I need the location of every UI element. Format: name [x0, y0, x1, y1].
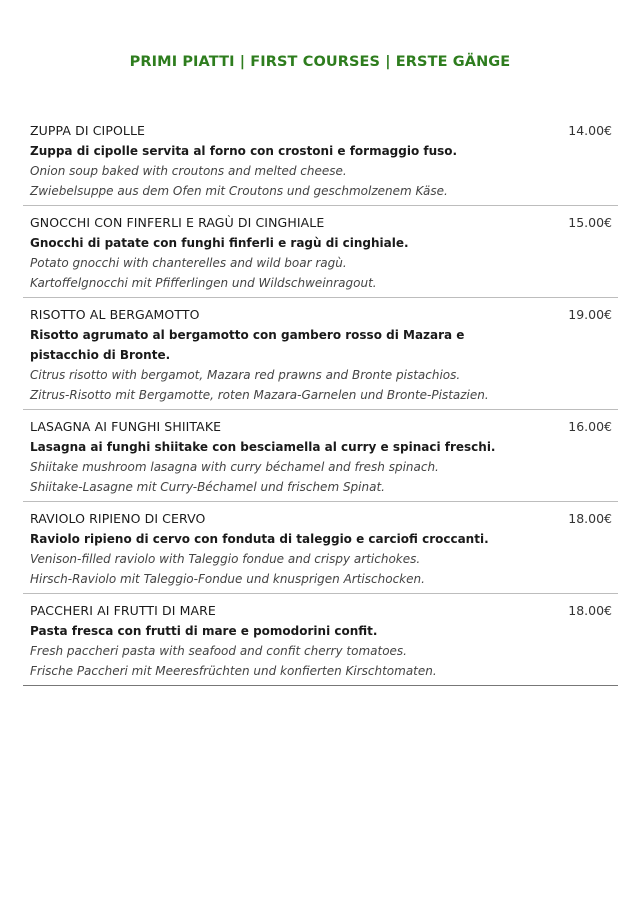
- menu-item: [23, 298, 618, 410]
- dish-description-en: Shiitake mushroom lasagna with curry béchamel and fresh spinach.: [30, 460, 439, 474]
- section-title: PRIMI PIATTI | FIRST COURSES | ERSTE GÄNGE: [129, 54, 511, 70]
- dish-description-it: Lasagna ai funghi shiitake con besciamella al curry e spinaci freschi.: [30, 440, 496, 454]
- menu-item: [23, 206, 618, 298]
- dish-price: 15.00€: [568, 215, 612, 230]
- dish-description-de: Hirsch-Raviolo mit Taleggio-Fondue und knusprigen Artischocken.: [30, 572, 425, 586]
- dish-name: RISOTTO AL BERGAMOTTO: [30, 307, 200, 322]
- dish-description-en: Potato gnocchi with chanterelles and wild boar ragù.: [30, 256, 347, 270]
- dish-name: RAVIOLO RIPIENO DI CERVO: [30, 511, 206, 526]
- dish-price: 14.00€: [568, 123, 612, 138]
- dish-name: GNOCCHI CON FINFERLI E RAGÙ DI CINGHIALE: [30, 215, 325, 230]
- dish-description-it: Risotto agrumato al bergamotto con gambero rosso di Mazara e pistacchio di Bronte.: [30, 328, 465, 362]
- dish-description-it: Raviolo ripieno di cervo con fonduta di taleggio e carciofi croccanti.: [30, 532, 489, 546]
- menu-item: [23, 410, 618, 502]
- dish-description-en: Citrus risotto with bergamot, Mazara red prawns and Bronte pistachios.: [30, 368, 461, 382]
- dish-price: 19.00€: [568, 307, 612, 322]
- dish-name: LASAGNA AI FUNGHI SHIITAKE: [30, 419, 222, 434]
- dish-description-de: Frische Paccheri mit Meeresfrüchten und konfierten Kirschtomaten.: [30, 664, 437, 678]
- dish-description-de: Shiitake-Lasagne mit Curry-Béchamel und frischem Spinat.: [30, 480, 385, 494]
- menu-item: [23, 594, 618, 686]
- menu-list: [23, 114, 618, 686]
- menu-item: [23, 114, 618, 206]
- dish-name: ZUPPA DI CIPOLLE: [30, 123, 146, 138]
- dish-price: 18.00€: [568, 511, 612, 526]
- dish-description-de: Kartoffelgnocchi mit Pfifferlingen und Wildschweinragout.: [30, 276, 377, 290]
- dish-description-de: Zitrus-Risotto mit Bergamotte, roten Mazara-Garnelen und Bronte-Pistazien.: [30, 388, 489, 402]
- dish-description-en: Fresh paccheri pasta with seafood and confit cherry tomatoes.: [30, 644, 407, 658]
- dish-description-en: Onion soup baked with croutons and melted cheese.: [30, 164, 347, 178]
- menu-item: [23, 502, 618, 594]
- dish-name: PACCHERI AI FRUTTI DI MARE: [30, 603, 216, 618]
- dish-price: 16.00€: [568, 419, 612, 434]
- dish-description-en: Venison-filled raviolo with Taleggio fondue and crispy artichokes.: [30, 552, 421, 566]
- dish-description-it: Zuppa di cipolle servita al forno con crostoni e formaggio fuso.: [30, 144, 458, 158]
- dish-description-it: Pasta fresca con frutti di mare e pomodorini confit.: [30, 624, 378, 638]
- dish-price: 18.00€: [568, 603, 612, 618]
- dish-description-de: Zwiebelsuppe aus dem Ofen mit Croutons und geschmolzenem Käse.: [30, 184, 448, 198]
- dish-description-it: Gnocchi di patate con funghi finferli e ragù di cinghiale.: [30, 236, 409, 250]
